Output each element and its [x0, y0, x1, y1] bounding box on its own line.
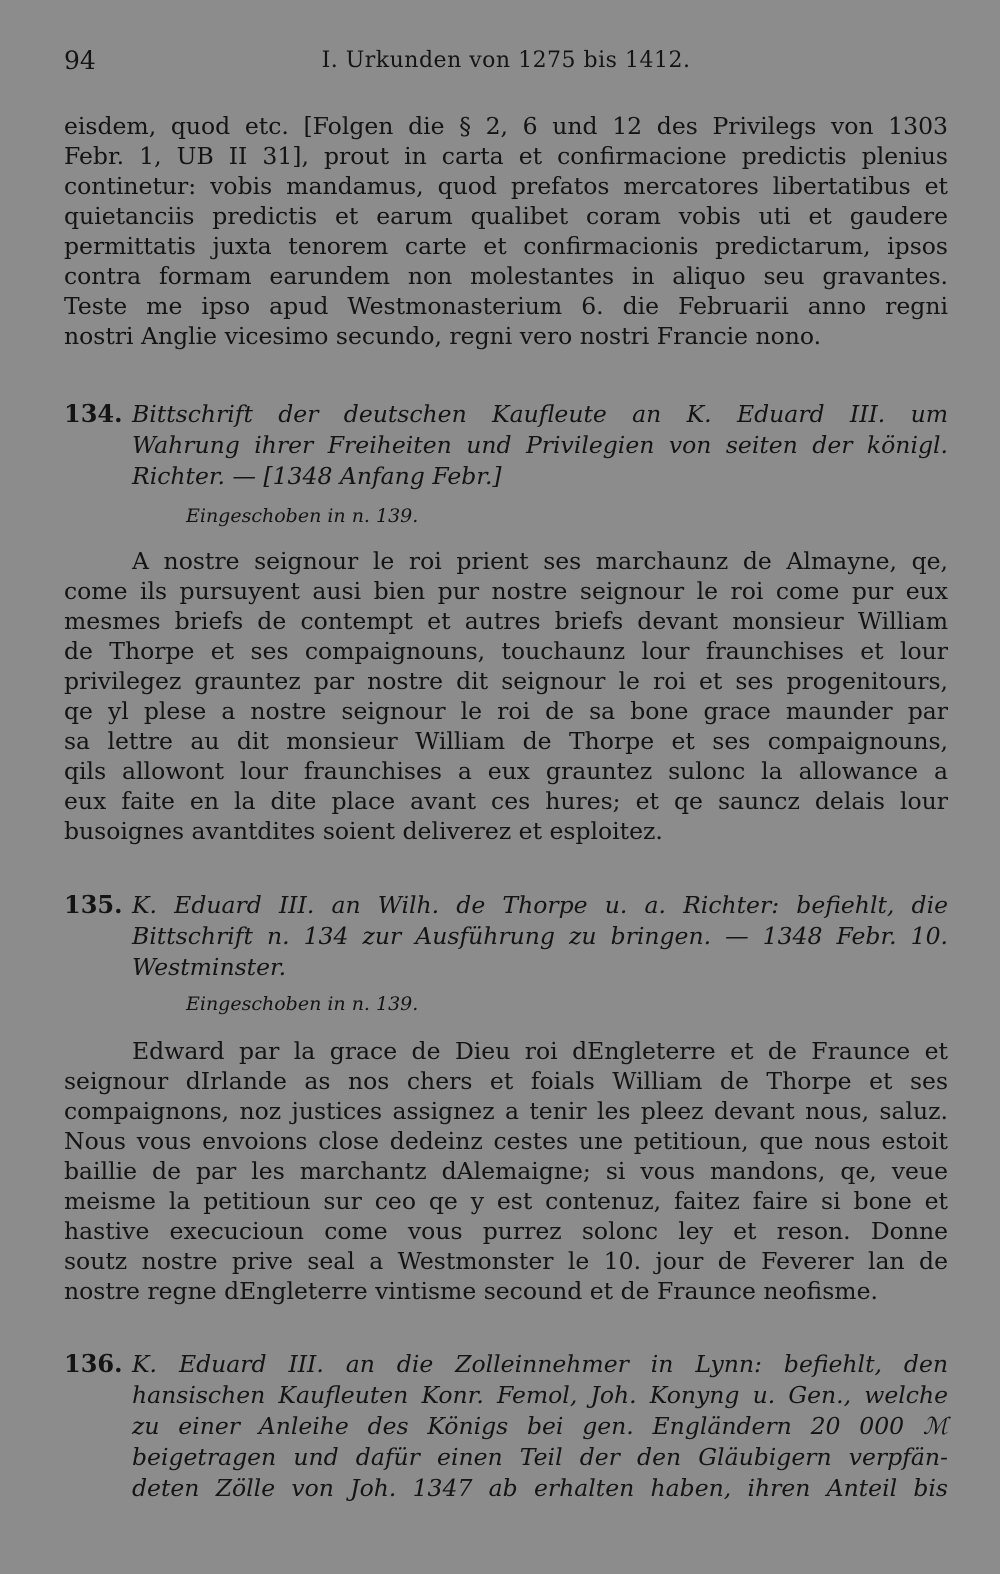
document-title-line: Richter. — [1348 Anfang Febr.]	[132, 462, 502, 490]
document-title-line: hansischen Kaufleuten Konr. Femol, Joh. Konyng u. Gen., welche	[132, 1381, 948, 1409]
text-line: baillie de par les marchantz dAlemaigne; si vous mandons, qe, veue	[64, 1157, 948, 1185]
document-title-line: Wahrung ihrer Freiheiten und Privilegien von seiten der königl.	[132, 431, 948, 459]
text-line: mesmes briefs de contempt et autres briefs devant monsieur William	[64, 607, 948, 635]
text-line: eisdem, quod etc. [Folgen die § 2, 6 und 12 des Privilegs von 1303	[64, 112, 948, 140]
text-line: A nostre seignour le roi prient ses marchaunz de Almayne, qe,	[132, 547, 948, 575]
document-title-line: Bittschrift der deutschen Kaufleute an K. Eduard III. um	[132, 400, 948, 428]
text-line: meisme la petitioun sur ceo qe y est contenuz, faitez faire si bone et	[64, 1187, 948, 1215]
text-line: Febr. 1, UB II 31], prout in carta et confirmacione predictis plenius	[64, 142, 948, 170]
text-line: de Thorpe et ses compaignouns, touchaunz lour fraunchises et lour	[64, 637, 948, 665]
text-line: continetur: vobis mandamus, quod prefatos mercatores libertatibus et	[64, 172, 948, 200]
text-line: eux faite en la dite place avant ces hures; et qe sauncz delais lour	[64, 787, 948, 815]
text-line: quietanciis predictis et earum qualibet coram vobis uti et gaudere	[64, 202, 948, 230]
document-title-line: beigetragen und dafür einen Teil der den Gläubigern verpfän-	[132, 1443, 948, 1471]
document-number: 134.	[64, 399, 123, 428]
text-line: sa lettre au dit monsieur William de Thorpe et ses compaignouns,	[64, 727, 948, 755]
text-line: Nous vous envoions close dedeinz cestes une petitioun, que nous estoit	[64, 1127, 948, 1155]
text-line: contra formam earundem non molestantes in aliquo seu gravantes.	[64, 262, 948, 290]
document-title-line: K. Eduard III. an die Zolleinnehmer in Lynn: befiehlt, den	[132, 1350, 948, 1378]
page-header	[64, 46, 948, 86]
document-number: 135.	[64, 890, 123, 919]
document-title-line: Bittschrift n. 134 zur Ausführung zu bringen. — 1348 Febr. 10.	[132, 922, 948, 950]
text-line: busoignes avantdites soient deliverez et esploitez.	[64, 817, 663, 845]
running-head: I. Urkunden von 1275 bis 1412.	[321, 48, 691, 73]
text-line: qe yl plese a nostre seignour le roi de sa bone grace maunder par	[64, 697, 948, 725]
text-line: compaignons, noz justices assignez a tenir les pleez devant nous, saluz.	[64, 1097, 948, 1125]
text-line: nostri Anglie vicesimo secundo, regni vero nostri Francie nono.	[64, 322, 822, 350]
text-line: soutz nostre prive seal a Westmonster le 10. jour de Feverer lan de	[64, 1247, 948, 1275]
text-line: qils allowont lour fraunchises a eux grauntez sulonc la allowance a	[64, 757, 948, 785]
document-title-line: K. Eduard III. an Wilh. de Thorpe u. a. Richter: befiehlt, die	[132, 891, 948, 919]
text-line: Teste me ipso apud Westmonasterium 6. die Februarii anno regni	[64, 292, 948, 320]
source-note: Eingeschoben in n. 139.	[186, 993, 419, 1015]
document-title-line: zu einer Anleihe des Königs bei gen. Engländern 20 000 ℳ	[132, 1412, 948, 1440]
document-number: 136.	[64, 1349, 123, 1378]
text-line: nostre regne dEngleterre vintisme secound et de Fraunce neofisme.	[64, 1277, 878, 1305]
text-line: Edward par la grace de Dieu roi dEngleterre et de Fraunce et	[132, 1037, 948, 1065]
text-line: come ils pursuyent ausi bien pur nostre seignour le roi come pur eux	[64, 577, 948, 605]
text-line: hastive execucioun come vous purrez solonc ley et reson. Donne	[64, 1217, 948, 1245]
document-title-line: Westminster.	[132, 953, 287, 981]
text-line: seignour dIrlande as nos chers et foials William de Thorpe et ses	[64, 1067, 948, 1095]
source-note: Eingeschoben in n. 139.	[186, 505, 419, 527]
document-title-line: deten Zölle von Joh. 1347 ab erhalten haben, ihren Anteil bis	[132, 1474, 948, 1502]
text-line: privilegez grauntez par nostre dit seignour le roi et ses progenitours,	[64, 667, 948, 695]
text-line: permittatis juxta tenorem carte et confirmacionis predictarum, ipsos	[64, 232, 948, 260]
page-number: 94	[64, 46, 96, 75]
